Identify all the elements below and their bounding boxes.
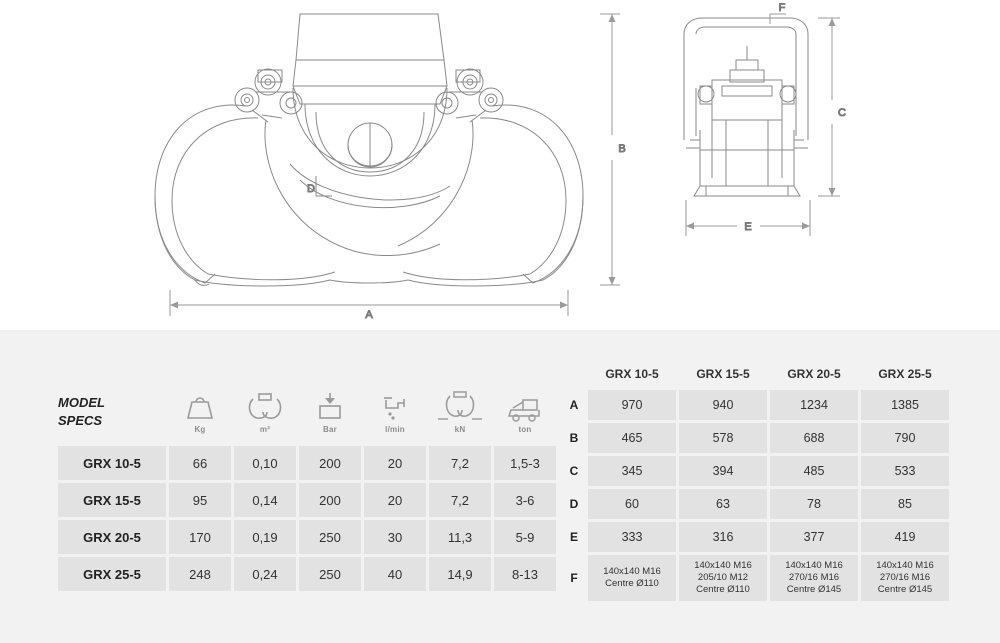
closing-force-icon bbox=[436, 390, 484, 424]
value-area: 0,10 bbox=[234, 446, 296, 480]
dim-label-f: F bbox=[778, 2, 786, 14]
dim-value: 688 bbox=[770, 423, 858, 453]
dim-value: 345 bbox=[588, 456, 676, 486]
dim-value: 78 bbox=[770, 489, 858, 519]
dim-value: 940 bbox=[679, 390, 767, 420]
dim-row-label: A bbox=[569, 398, 579, 412]
flow-caption: l/min bbox=[385, 425, 405, 434]
dim-label-c: C bbox=[838, 107, 846, 119]
value-pressure: 250 bbox=[299, 557, 361, 591]
value-force: 7,2 bbox=[429, 483, 491, 517]
model-name: GRX 25-5 bbox=[58, 557, 166, 591]
specifications-panel bbox=[0, 330, 1000, 643]
dim-value: 60 bbox=[588, 489, 676, 519]
dim-value: 85 bbox=[861, 489, 949, 519]
model-name: GRX 15-5 bbox=[58, 483, 166, 517]
dim-value-multiline: 140x140 M16 270/16 M16 Centre Ø145 bbox=[861, 555, 949, 601]
value-weight: 95 bbox=[169, 483, 231, 517]
header-pressure bbox=[299, 381, 361, 443]
closing-force-caption: kN bbox=[454, 425, 466, 434]
model-specs-table bbox=[55, 378, 559, 594]
value-area: 0,24 bbox=[234, 557, 296, 591]
weight-caption: Kg bbox=[194, 425, 206, 434]
header-weight bbox=[169, 381, 231, 443]
dimensions-table bbox=[560, 358, 952, 604]
dim-value: 790 bbox=[861, 423, 949, 453]
dimensions-corner bbox=[563, 361, 585, 387]
dim-row-label: C bbox=[569, 464, 579, 478]
table-row bbox=[58, 557, 556, 591]
model-specs-title-line1: MODEL bbox=[58, 395, 105, 411]
flow-icon bbox=[378, 390, 412, 424]
value-flow: 20 bbox=[364, 446, 426, 480]
value-flow: 40 bbox=[364, 557, 426, 591]
dim-label-d: D bbox=[307, 183, 315, 195]
value-excavator: 5-9 bbox=[494, 520, 556, 554]
dim-col-header: GRX 25-5 bbox=[878, 367, 932, 381]
excavator-caption: ton bbox=[518, 425, 532, 434]
model-specs-title-line2: SPECS bbox=[58, 413, 103, 428]
dim-row-label: B bbox=[569, 431, 579, 445]
table-row bbox=[563, 555, 949, 601]
value-force: 11,3 bbox=[429, 520, 491, 554]
dim-value: 419 bbox=[861, 522, 949, 552]
excavator-icon bbox=[503, 390, 547, 424]
value-weight: 170 bbox=[169, 520, 231, 554]
dim-col-header: GRX 10-5 bbox=[605, 367, 659, 381]
weight-icon bbox=[180, 390, 220, 424]
dim-col-header: GRX 20-5 bbox=[787, 367, 841, 381]
dim-value: 333 bbox=[588, 522, 676, 552]
table-row bbox=[563, 423, 949, 453]
dim-value: 377 bbox=[770, 522, 858, 552]
value-flow: 20 bbox=[364, 483, 426, 517]
value-pressure: 250 bbox=[299, 520, 361, 554]
table-row bbox=[58, 520, 556, 554]
dim-value: 485 bbox=[770, 456, 858, 486]
value-weight: 248 bbox=[169, 557, 231, 591]
dim-value: 1234 bbox=[770, 390, 858, 420]
dim-value: 63 bbox=[679, 489, 767, 519]
model-specs-header-row bbox=[58, 381, 556, 443]
dim-label-a: A bbox=[365, 309, 373, 321]
dim-value: 316 bbox=[679, 522, 767, 552]
dim-row-label: F bbox=[570, 571, 578, 585]
header-closing-force bbox=[429, 381, 491, 443]
dim-value: 533 bbox=[861, 456, 949, 486]
model-specs-title bbox=[58, 381, 166, 443]
dimensions-header-row bbox=[563, 361, 949, 387]
table-row bbox=[563, 522, 949, 552]
value-force: 14,9 bbox=[429, 557, 491, 591]
header-excavator bbox=[494, 381, 556, 443]
dim-label-e: E bbox=[744, 221, 752, 233]
value-force: 7,2 bbox=[429, 446, 491, 480]
value-pressure: 200 bbox=[299, 446, 361, 480]
table-row bbox=[563, 390, 949, 420]
value-excavator: 8-13 bbox=[494, 557, 556, 591]
pressure-caption: Bar bbox=[323, 425, 337, 434]
value-pressure: 200 bbox=[299, 483, 361, 517]
dim-col-header: GRX 15-5 bbox=[696, 367, 750, 381]
dim-label-b: B bbox=[618, 143, 626, 155]
dim-value: 1385 bbox=[861, 390, 949, 420]
value-area: 0,19 bbox=[234, 520, 296, 554]
dim-value-multiline: 140x140 M16 270/16 M16 Centre Ø145 bbox=[770, 555, 858, 601]
dim-value-multiline: 140x140 M16 Centre Ø110 bbox=[588, 555, 676, 601]
dim-value: 394 bbox=[679, 456, 767, 486]
header-grapple-area bbox=[234, 381, 296, 443]
value-excavator: 1,5-3 bbox=[494, 446, 556, 480]
table-row bbox=[58, 446, 556, 480]
grapple-front-view bbox=[155, 14, 583, 286]
value-flow: 30 bbox=[364, 520, 426, 554]
dim-value-multiline: 140x140 M16 205/10 M12 Centre Ø110 bbox=[679, 555, 767, 601]
model-name: GRX 20-5 bbox=[58, 520, 166, 554]
value-excavator: 3-6 bbox=[494, 483, 556, 517]
value-weight: 66 bbox=[169, 446, 231, 480]
dim-value: 465 bbox=[588, 423, 676, 453]
grapple-side-view bbox=[684, 18, 808, 196]
table-row bbox=[58, 483, 556, 517]
dim-row-label: D bbox=[569, 497, 579, 511]
value-area: 0,14 bbox=[234, 483, 296, 517]
header-flow bbox=[364, 381, 426, 443]
dim-row-label: E bbox=[569, 530, 578, 544]
dim-value: 578 bbox=[679, 423, 767, 453]
dim-value: 970 bbox=[588, 390, 676, 420]
table-row bbox=[563, 489, 949, 519]
pressure-icon bbox=[313, 390, 347, 424]
grapple-area-caption: m² bbox=[259, 425, 271, 434]
model-name: GRX 10-5 bbox=[58, 446, 166, 480]
grapple-area-icon bbox=[243, 390, 287, 424]
table-row bbox=[563, 456, 949, 486]
